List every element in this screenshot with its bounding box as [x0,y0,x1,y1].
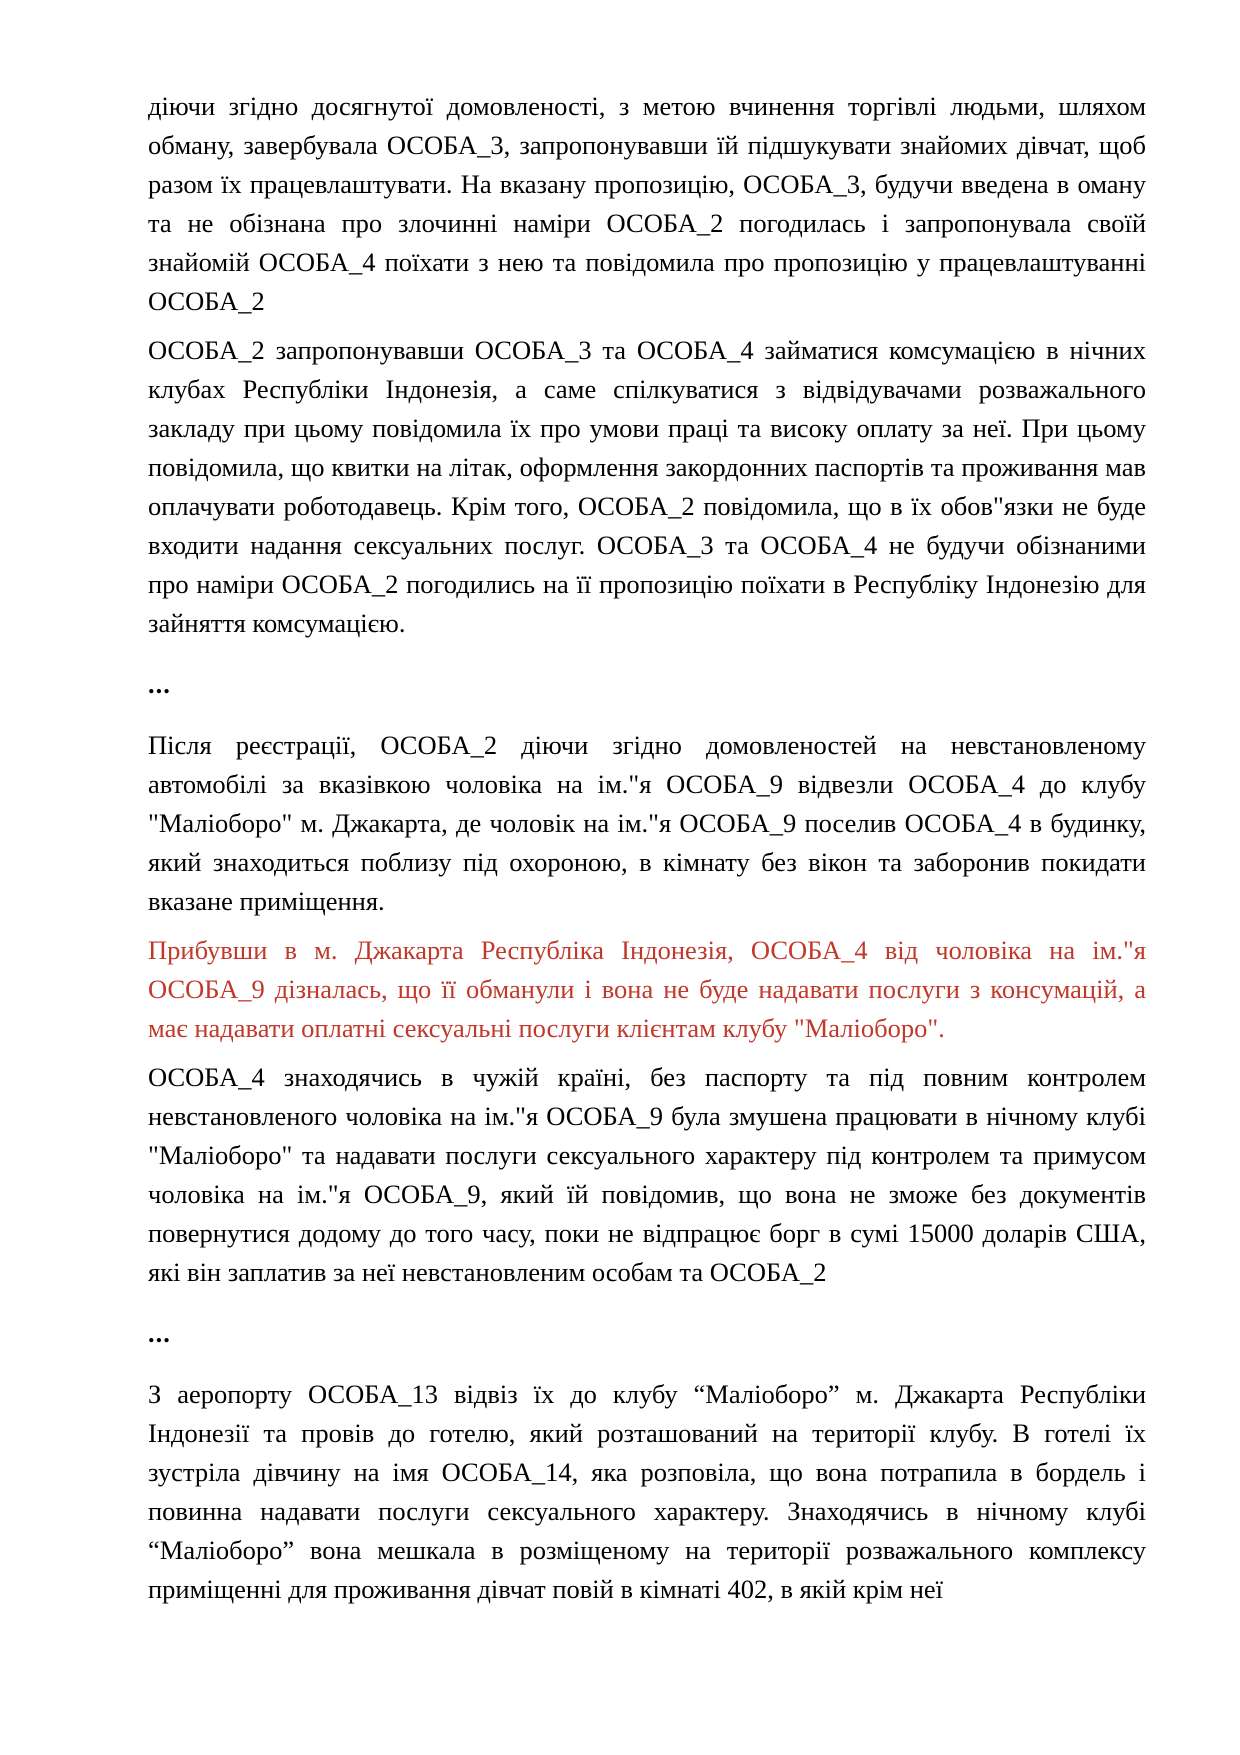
paragraph-recruitment: діючи згідно досягнутої домовленості, з метою вчинення торгівлі людьми, шляхом обману, завербувала ОСОБА_3, запропонувавши їй підшукувати знайомих дівчат, щоб разом їх працевлаштувати. На вказану пропозицію, ОСОБА_3, будучи введена в оману та не обізнана про злочинні наміри ОСОБА_2 погодилась і запропонувала своїй знайомій ОСОБА_4 поїхати з нею та повідомила про пропозицію у працевлаштуванні ОСОБА_2 [148,91,1146,316]
omission-marker: ... [148,669,171,699]
omission-marker: ... [148,1318,171,1348]
paragraph-offer: ОСОБА_2 запропонувавши ОСОБА_3 та ОСОБА_4 займатися комсумацією в нічних клубах Республіки Індонезія, а саме спілкуватися з відвідувачами розважального закладу при цьому повідомила їх про умови праці та високу оплату за неї. При цьому повідомила, що квитки на літак, оформлення закордонних паспортів та проживання мав оплачувати роботодавець. Крім того, ОСОБА_2 повідомила, що в їх обов"язки не буде входити надання сексуальних послуг. ОСОБА_3 та ОСОБА_4 не будучи обізнаними про наміри ОСОБА_2 погодились на її пропозицію поїхати в Республіку Індонезію для зайняття комсумацією. [148,335,1146,638]
paragraph-forced-work: ОСОБА_4 знаходячись в чужій країні, без паспорту та під повним контролем невстановленого чоловіка на ім."я ОСОБА_9 була змушена працювати в нічному клубі "Маліоборо" та надавати послуги сексуального характеру під контролем та примусом чоловіка на ім."я ОСОБА_9, який їй повідомив, що вона не зможе без документів повернутися додому до того часу, поки не відпрацює борг в сумі 15000 доларів США, які він заплатив за неї невстановленим особам та ОСОБА_2 [148,1062,1146,1287]
document-body [148,87,1146,1619]
paragraph-after-registration: Після реєстрації, ОСОБА_2 діючи згідно домовленостей на невстановленому автомобілі за вказівкою чоловіка на ім."я ОСОБА_9 відвезли ОСОБА_4 до клубу "Маліоборо" м. Джакарта, де чоловік на ім."я ОСОБА_9 поселив ОСОБА_4 в будинку, який знаходиться поблизу під охороною, в кімнату без вікон та заборонив покидати вказане приміщення. [148,730,1146,916]
paragraph-highlighted-deception: Прибувши в м. Джакарта Республіка Індонезія, ОСОБА_4 від чоловіка на ім."я ОСОБА_9 дізналась, що її обманули і вона не буде надавати послуги з консумацій, а має надавати оплатні сексуальні послуги клієнтам клубу "Маліоборо". [148,935,1146,1043]
paragraph-airport: З аеропорту ОСОБА_13 відвіз їх до клубу “Маліоборо” м. Джакарта Республіки Індонезії та провів до готелю, який розташований на території клубу. В готелі їх зустріла дівчину на імя ОСОБА_14, яка розповіла, що вона потрапила в бордель і повинна надавати послуги сексуального характеру. Знаходячись в нічному клубі “Маліоборо” вона мешкала в розміщеному на території розважального комплексу приміщенні для проживання дівчат повій в кімнаті 402, в якій крім неї [148,1379,1146,1604]
